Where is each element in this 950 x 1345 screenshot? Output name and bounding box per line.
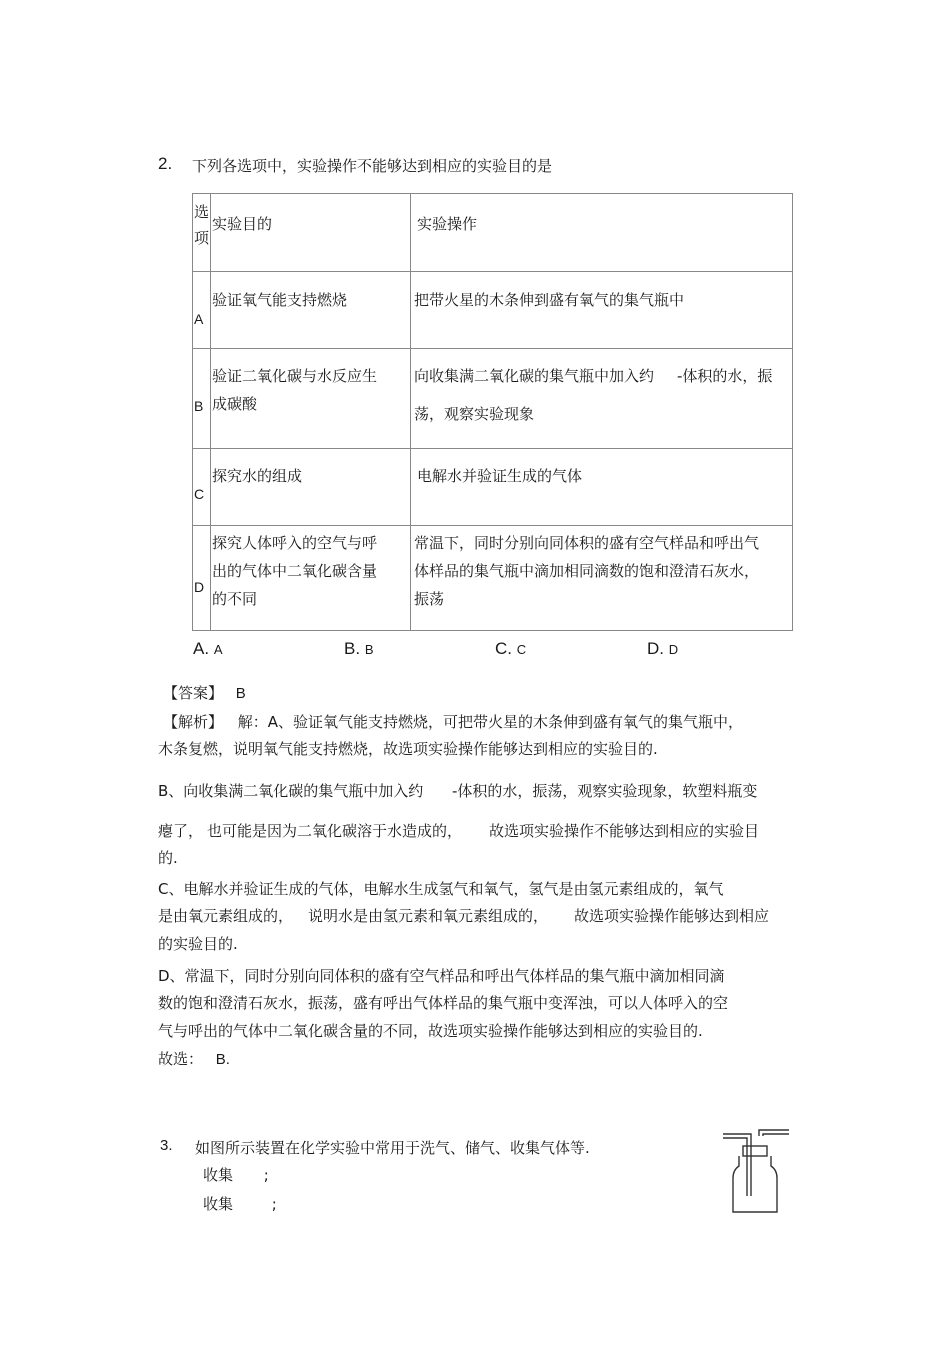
answer-value: B <box>235 685 246 702</box>
header-option: 选 项 <box>193 194 211 272</box>
row-operation: 向收集满二氧化碳的集气瓶中加入约 -体积的水，振 荡，观察实验现象 <box>411 349 793 449</box>
analysis-line: 瘪了， <box>158 822 204 840</box>
analysis-label: 【解析】 <box>163 713 224 731</box>
analysis-line: 气与呼出的气体中二氧化碳含量的不同，故选项实验操作能够达到相应的实验目的. <box>158 1022 703 1040</box>
row-goal: 验证氧气能支持燃烧 <box>211 272 411 349</box>
analysis-line: C、电解水并验证生成的气体，电解水生成氢气和氧气，氢气是由氢元素组成的，氧气 <box>158 880 724 898</box>
row-option: B <box>193 349 211 449</box>
analysis-line: 是由氧元素组成的， <box>158 907 294 925</box>
analysis-line: 的实验目的. <box>158 935 238 953</box>
question-3-stem: 如图所示装置在化学实验中常用于洗气、储气、收集气体等. <box>195 1139 590 1157</box>
question-3-subline: 收集 ; <box>203 1195 277 1213</box>
row-operation: 把带火星的木条伸到盛有氧气的集气瓶中 <box>411 272 793 349</box>
question-2-number: 2. <box>158 154 173 173</box>
analysis-line: 数的饱和澄清石灰水，振荡，盛有呼出气体样品的集气瓶中变浑浊，可以人体呼入的空 <box>158 994 729 1012</box>
analysis-line: -体积的水，振荡，观察实验现象，软塑料瓶变 <box>452 782 758 800</box>
header-operation: 实验操作 <box>411 194 793 272</box>
answer-line <box>163 682 246 703</box>
analysis-line: B、向收集满二氧化碳的集气瓶中加入约 <box>158 782 424 800</box>
row-operation: 电解水并验证生成的气体 <box>411 449 793 526</box>
choice-a[interactable]: A. A <box>193 639 223 658</box>
analysis-line: 故选项实验操作不能够达到相应的实验目 <box>489 822 760 840</box>
choice-c[interactable]: C. C <box>495 639 527 658</box>
row-option: D <box>193 526 211 631</box>
row-option: A <box>193 272 211 349</box>
table-row <box>193 349 793 449</box>
table-row <box>193 526 793 631</box>
header-goal: 实验目的 <box>211 194 411 272</box>
choice-d[interactable]: D. D <box>647 639 679 658</box>
question-3-number: 3. <box>160 1137 173 1154</box>
row-goal: 探究水的组成 <box>211 449 411 526</box>
analysis-line: 说明水是由氢元素和氧元素组成的， <box>308 907 549 925</box>
row-goal: 探究人体呼入的空气与呼 出的气体中二氧化碳含量 的不同 <box>211 526 411 631</box>
analysis-line: 故选项实验操作能够达到相应 <box>574 907 770 925</box>
row-operation: 常温下，同时分别向同体积的盛有空气样品和呼出气 体样品的集气瓶中滴加相同滴数的饱和澄清石灰水， 振荡 <box>411 526 793 631</box>
table-row <box>193 449 793 526</box>
gas-washing-bottle-icon <box>715 1126 795 1218</box>
question-2-stem: 下列各选项中，实验操作不能够达到相应的实验目的是 <box>192 157 553 175</box>
analysis-line: 故选： B. <box>158 1050 230 1068</box>
table-row <box>193 272 793 349</box>
table-header-row <box>193 194 793 272</box>
question-3-subline: 收集 ; <box>203 1166 269 1184</box>
analysis-line: 木条复燃，说明氧气能支持燃烧，故选项实验操作能够达到相应的实验目的. <box>158 740 658 758</box>
analysis-line: 的. <box>158 849 178 867</box>
analysis-line: 也可能是因为二氧化碳溶于水造成的， <box>207 822 463 840</box>
question-2-table <box>192 193 793 631</box>
row-option: C <box>193 449 211 526</box>
analysis-line: 【解析】 解：A、验证氧气能支持燃烧，可把带火星的木条伸到盛有氧气的集气瓶中， <box>163 713 744 731</box>
row-goal: 验证二氧化碳与水反应生 成碳酸 <box>211 349 411 449</box>
answer-label: 【答案】 <box>163 684 224 702</box>
analysis-line: D、常温下，同时分别向同体积的盛有空气样品和呼出气体样品的集气瓶中滴加相同滴 <box>158 967 725 985</box>
choice-b[interactable]: B. B <box>344 639 374 658</box>
